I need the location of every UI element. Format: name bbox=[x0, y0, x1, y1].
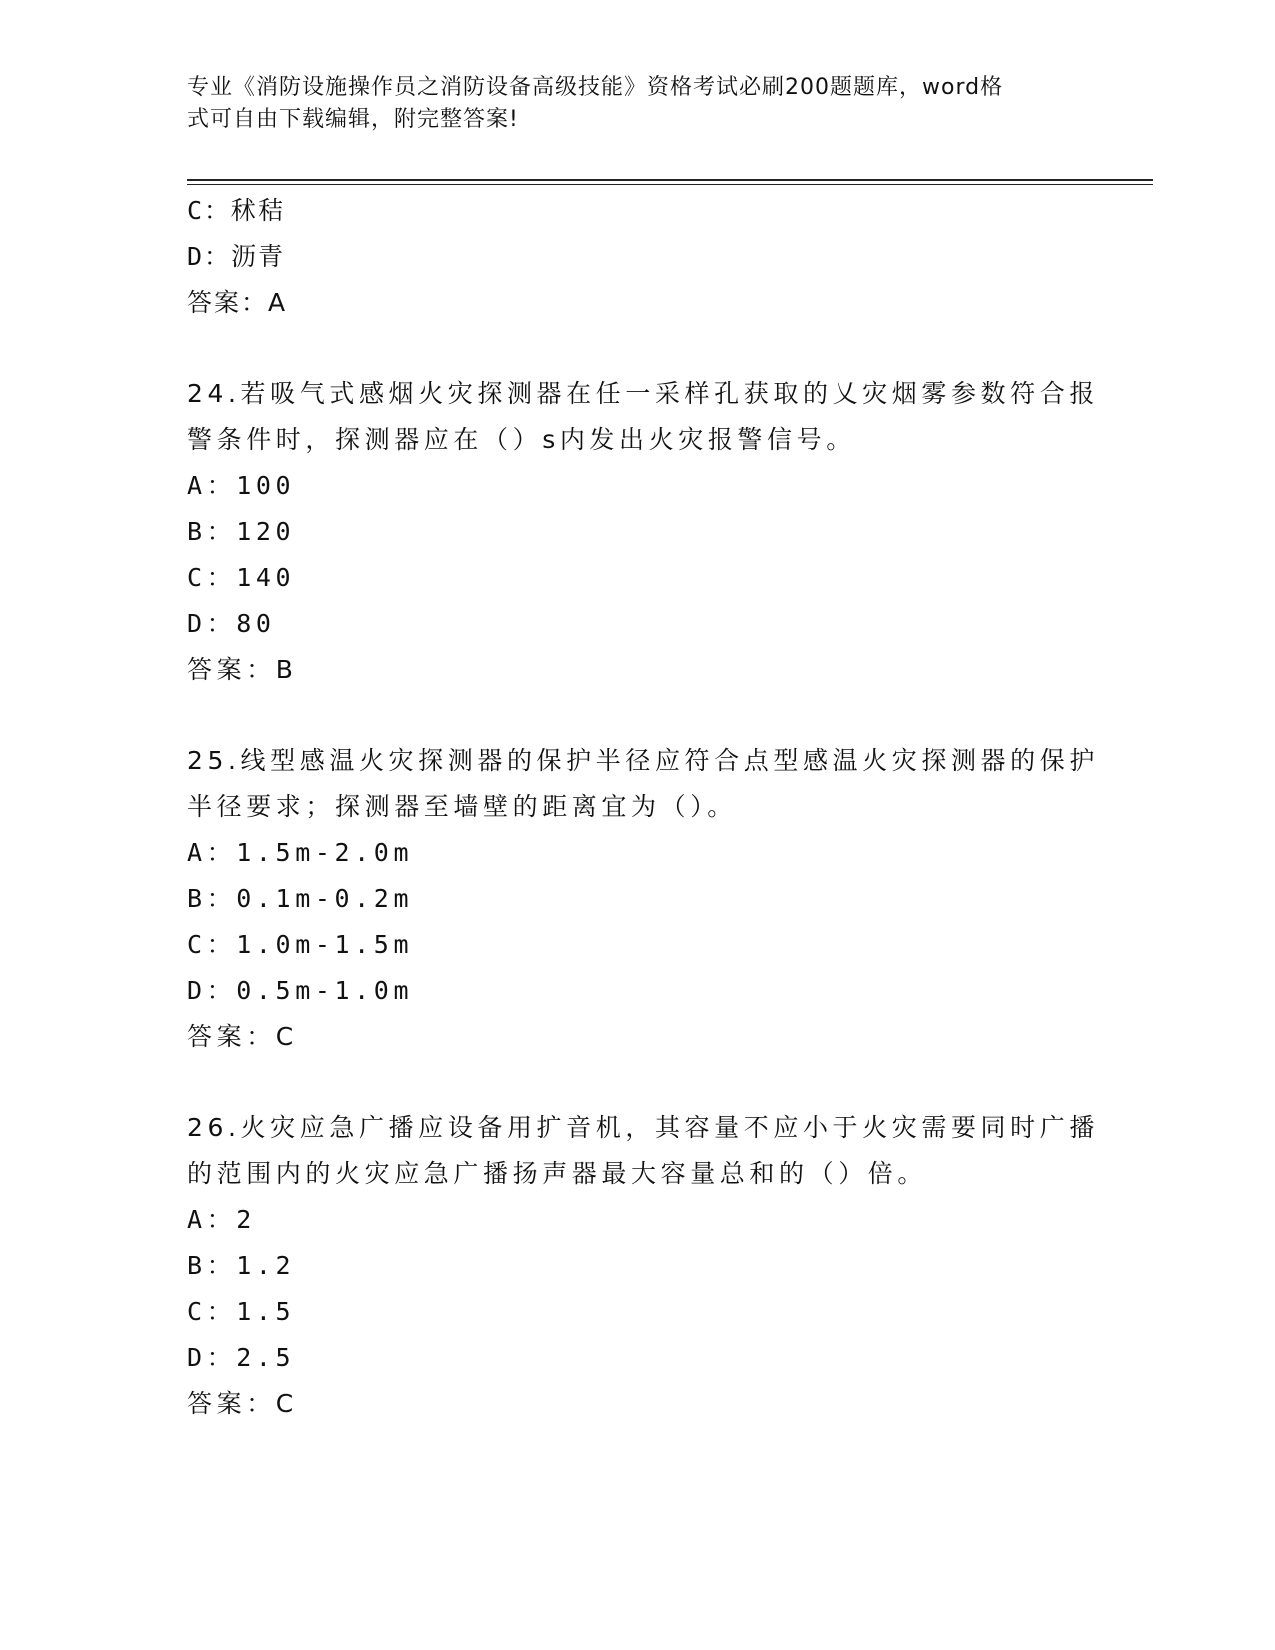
question-text-line: 警条件时，探测器应在（）s内发出火灾报警信号。 bbox=[187, 425, 856, 454]
option-d: D：0.5m-1.0m bbox=[187, 976, 414, 1005]
answer-line: 答案：C bbox=[187, 1389, 298, 1418]
question-text-line: 25.线型感温火灾探测器的保护半径应符合点型感温火灾探测器的保护 bbox=[187, 746, 1099, 775]
question-25 bbox=[187, 738, 1099, 1060]
option-a: A：100 bbox=[187, 471, 296, 500]
option-d: D：2.5 bbox=[187, 1343, 296, 1372]
option-c: C：1.5 bbox=[187, 1297, 296, 1326]
document-header bbox=[187, 72, 1067, 136]
option-b: B：1.2 bbox=[187, 1251, 296, 1280]
question-24 bbox=[187, 371, 1099, 693]
question-text-line: 24.若吸气式感烟火灾探测器在任一采样孔获取的乂灾烟雾参数符合报 bbox=[187, 379, 1099, 408]
header-line-2: 式可自由下载编辑，附完整答案! bbox=[187, 107, 519, 132]
answer-line: 答案：C bbox=[187, 1022, 298, 1051]
question-26 bbox=[187, 1105, 1099, 1427]
previous-question-tail bbox=[187, 188, 1087, 326]
answer-line: 答案：A bbox=[187, 288, 288, 317]
header-line-1: 专业《消防设施操作员之消防设备高级技能》资格考试必刷200题题库，word格 bbox=[187, 75, 1004, 100]
option-c: C：140 bbox=[187, 563, 296, 592]
header-divider-thin bbox=[187, 184, 1153, 185]
option-d: D：80 bbox=[187, 609, 276, 638]
header-divider-thick bbox=[187, 179, 1153, 181]
question-list bbox=[187, 188, 1099, 1427]
option-c: C：1.0m-1.5m bbox=[187, 930, 414, 959]
option-a: A：1.5m-2.0m bbox=[187, 838, 414, 867]
question-text-line: 26.火灾应急广播应设备用扩音机，其容量不应小于火灾需要同时广播 bbox=[187, 1113, 1099, 1142]
answer-line: 答案：B bbox=[187, 655, 298, 684]
option-b: B：120 bbox=[187, 517, 296, 546]
option-a: A：2 bbox=[187, 1205, 256, 1234]
option-c: C：秫秸 bbox=[187, 196, 286, 225]
option-d: D：沥青 bbox=[187, 242, 286, 271]
question-text-line: 半径要求；探测器至墙壁的距离宜为（）。 bbox=[187, 792, 737, 821]
option-b: B：0.1m-0.2m bbox=[187, 884, 414, 913]
question-text-line: 的范围内的火灾应急广播扬声器最大容量总和的（）倍。 bbox=[187, 1159, 928, 1188]
